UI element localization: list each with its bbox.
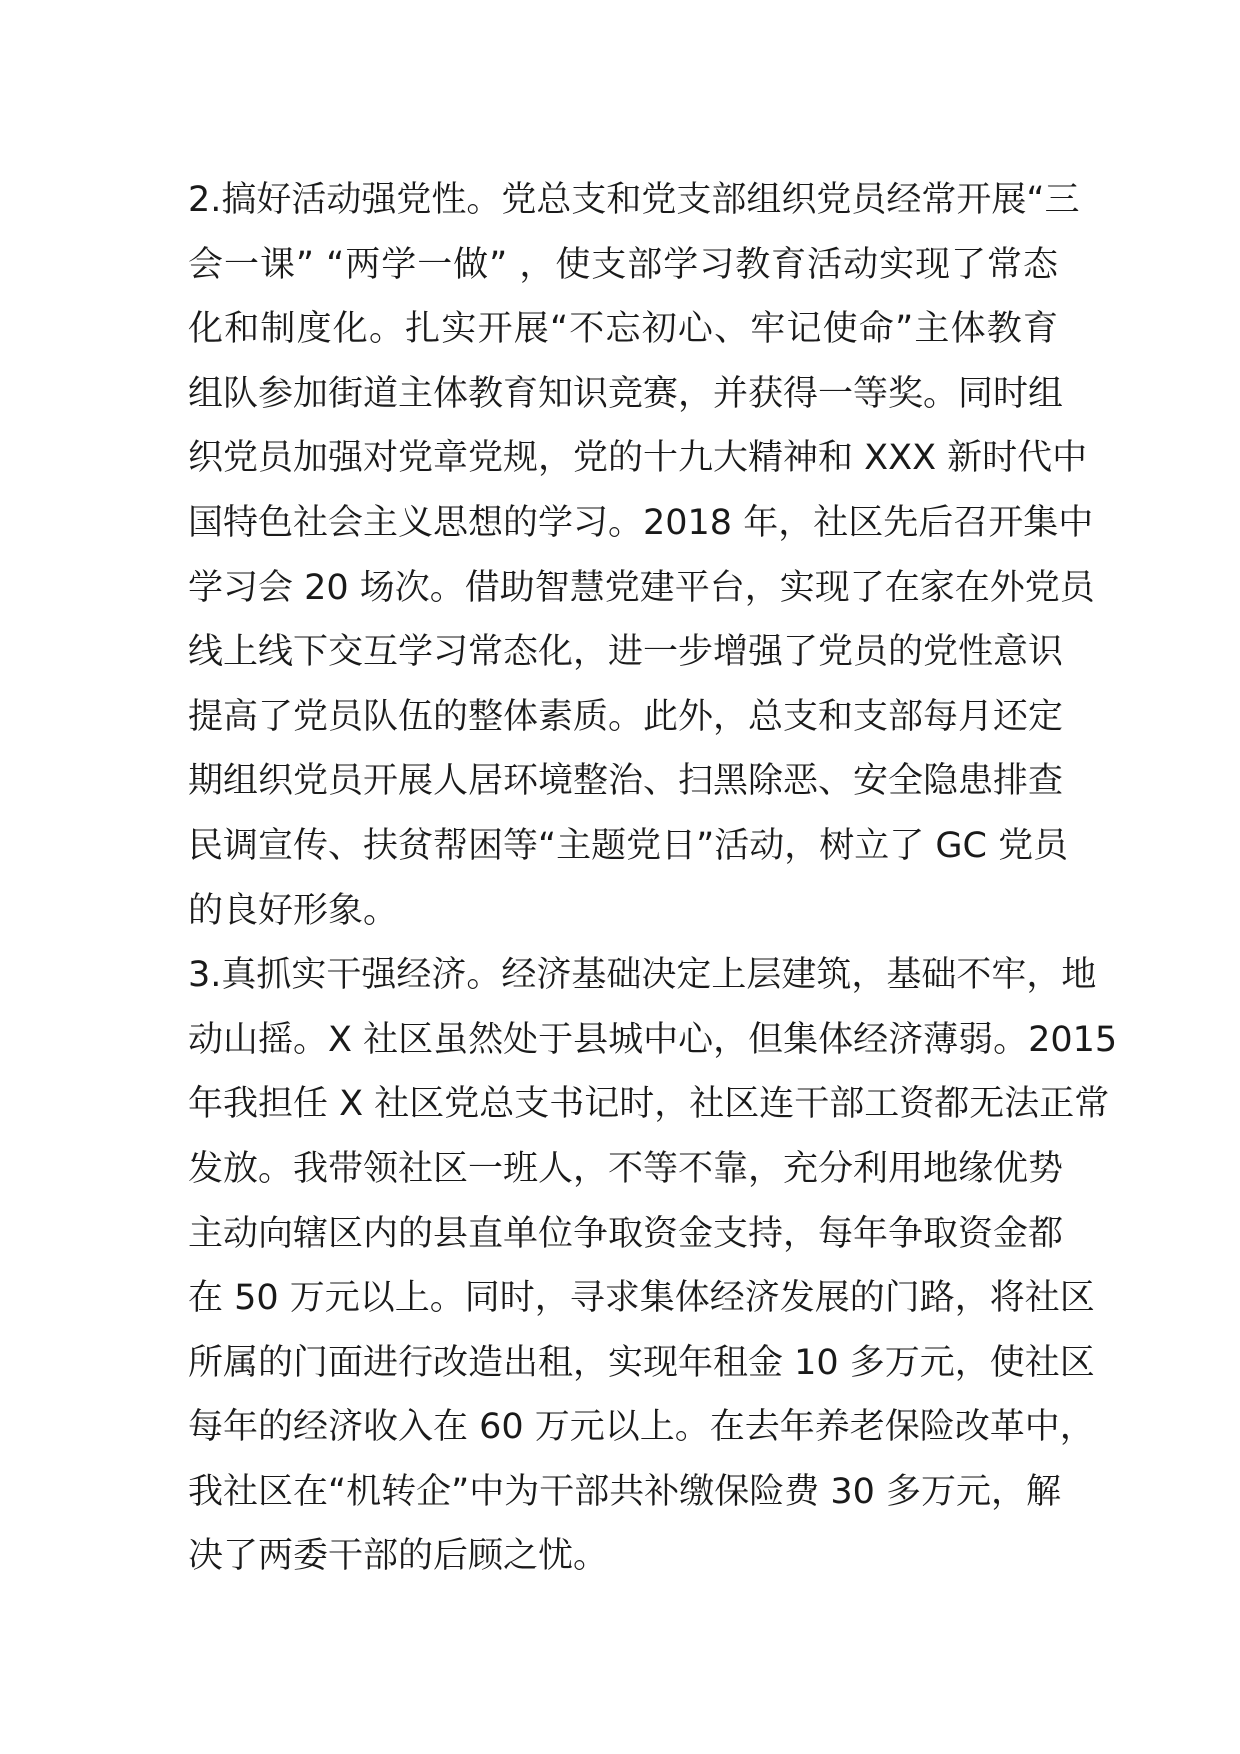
text-line: 决了两委干部的后顾之忧。 bbox=[188, 1536, 609, 1577]
text-line: 民调宣传、扶贫帮困等“主题党日”活动，树立了 GC 党员 bbox=[188, 825, 1069, 866]
text-line: 3.真抓实干强经济。经济基础决定上层建筑，基础不牢，地 bbox=[188, 955, 1097, 996]
text-line: 2.搞好活动强党性。党总支和党支部组织党员经常开展“三 bbox=[188, 180, 1080, 220]
text-line: 织党员加强对党章党规，党的十九大精神和 XXX 新时代中 bbox=[188, 438, 1088, 479]
text-line: 年我担任 X 社区党总支书记时，社区连干部工资都无法正常 bbox=[188, 1084, 1110, 1125]
text-line: 提高了党员队伍的整体素质。此外，总支和支部每月还定 bbox=[188, 696, 1064, 737]
text-line: 组队参加街道主体教育知识竞赛，并获得一等奖。同时组 bbox=[188, 373, 1064, 414]
text-line: 我社区在“机转企”中为干部共补缴保险费 30 多万元，解 bbox=[188, 1471, 1062, 1512]
paragraph-economy bbox=[188, 943, 1118, 1589]
text-line: 发放。我带领社区一班人，不等不靠，充分利用地缘优势 bbox=[188, 1148, 1064, 1189]
paragraph-party-activities bbox=[188, 168, 1095, 943]
document-body bbox=[188, 168, 1118, 1589]
text-line: 的良好形象。 bbox=[188, 890, 399, 931]
text-line: 会一课” “两学一做” ，使支部学习教育活动实现了常态 bbox=[188, 244, 1058, 285]
text-line: 线上线下交互学习常态化，进一步增强了党员的党性意识 bbox=[188, 632, 1064, 673]
text-line: 在 50 万元以上。同时，寻求集体经济发展的门路，将社区 bbox=[188, 1278, 1095, 1319]
text-line: 所属的门面进行改造出租，实现年租金 10 多万元，使社区 bbox=[188, 1342, 1095, 1383]
text-line: 期组织党员开展人居环境整治、扫黑除恶、安全隐患排查 bbox=[188, 761, 1064, 802]
text-line: 主动向辖区内的县直单位争取资金支持，每年争取资金都 bbox=[188, 1213, 1064, 1254]
text-line: 每年的经济收入在 60 万元以上。在去年养老保险改革中， bbox=[188, 1407, 1095, 1448]
text-line: 化和制度化。扎实开展“不忘初心、牢记使命”主体教育 bbox=[188, 309, 1058, 350]
text-line: 学习会 20 场次。借助智慧党建平台，实现了在家在外党员 bbox=[188, 567, 1095, 608]
text-line: 国特色社会主义思想的学习。2018 年，社区先后召开集中 bbox=[188, 502, 1094, 543]
text-line: 动山摇。X 社区虽然处于县城中心，但集体经济薄弱。2015 bbox=[188, 1019, 1118, 1060]
